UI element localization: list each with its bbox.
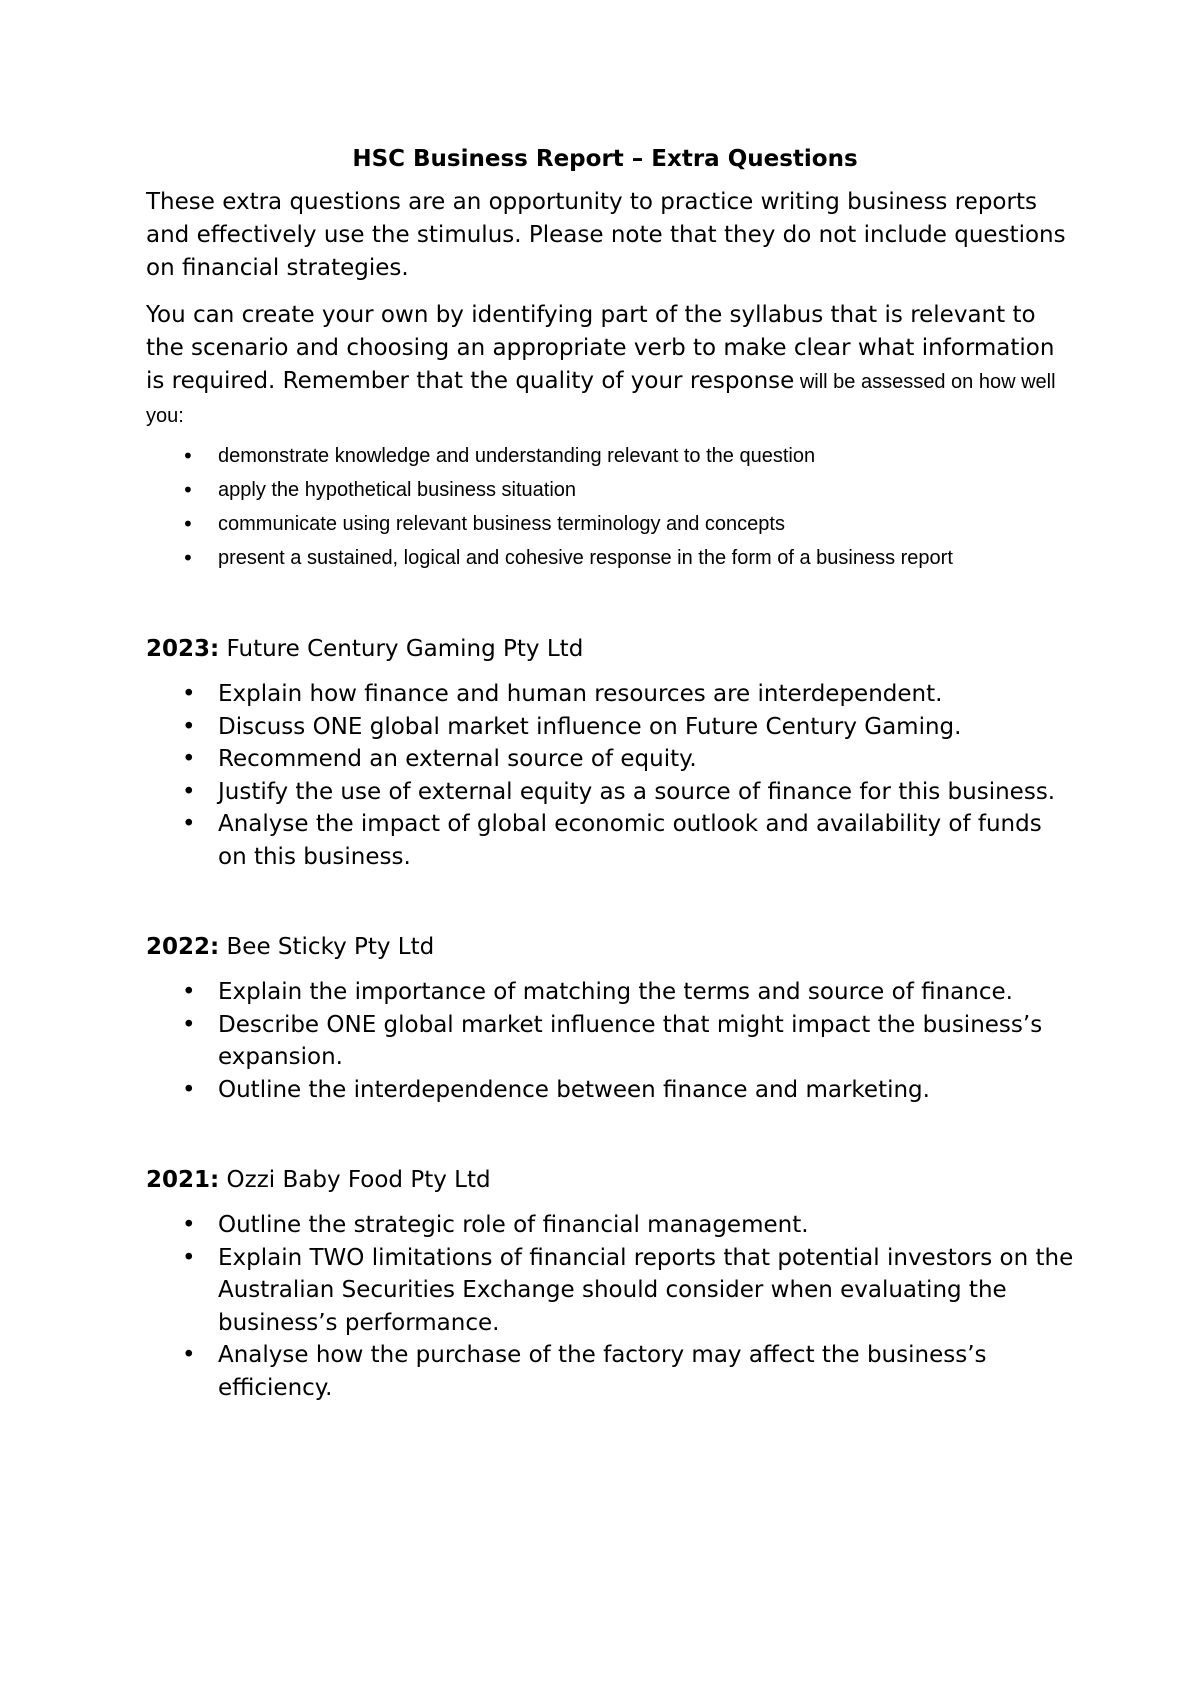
instructions-main-text: You can create your own by identifying part of the syllabus that is relevant to the scenario and choosing an appropriate verb to make clear what information is required. Remember that the quality of your response: [146, 302, 1055, 394]
document-page: [146, 142, 1076, 1404]
question-item: • Outline the interdependence between finance and marketing.: [146, 1074, 1076, 1107]
bullet-icon: •: [182, 444, 194, 468]
bullet-icon: •: [182, 746, 196, 772]
question-item: • Explain TWO limitations of financial reports that potential investors on the Australian Securities Exchange should consider when evaluating the business’s performance.: [146, 1242, 1076, 1340]
case-2023: [146, 632, 1076, 873]
bullet-icon: •: [182, 512, 194, 536]
bullet-icon: •: [182, 979, 196, 1005]
case-heading: [146, 632, 1076, 666]
question-list: [146, 976, 1076, 1106]
question-list: [146, 1209, 1076, 1404]
case-2022: [146, 930, 1076, 1106]
question-item: • Justify the use of external equity as a source of finance for this business.: [146, 776, 1076, 809]
bullet-icon: •: [182, 1011, 196, 1038]
case-2021: [146, 1163, 1076, 1404]
instructions-tail-text: will be assessed on how well you:: [146, 371, 1056, 427]
criteria-item: • present a sustained, logical and cohesive response in the form of a business report: [146, 541, 1076, 575]
case-year: 2022:: [146, 934, 220, 960]
question-item: • Explain how finance and human resources are interdependent.: [146, 678, 1076, 711]
bullet-icon: •: [182, 713, 196, 740]
case-year: 2023:: [146, 636, 220, 662]
case-heading: [146, 930, 1076, 964]
case-business-name: Bee Sticky Pty Ltd: [219, 934, 435, 960]
question-list: [146, 678, 1076, 873]
bullet-icon: •: [182, 778, 196, 805]
question-item: • Describe ONE global market influence that might impact the business’s expansion.: [146, 1009, 1076, 1074]
criteria-item: • communicate using relevant business terminology and concepts: [146, 507, 1076, 541]
case-year: 2021:: [146, 1167, 220, 1193]
case-heading: [146, 1163, 1076, 1197]
document-title: HSC Business Report – Extra Questions: [352, 146, 858, 172]
intro-paragraph: These extra questions are an opportunity to practice writing business reports and effectively use the stimulus. Please note that they do not include questions on financial strategies.: [146, 189, 1066, 281]
bullet-icon: •: [182, 1342, 196, 1368]
bullet-icon: •: [182, 811, 196, 837]
question-item: • Analyse the impact of global economic outlook and availability of funds on this business.: [146, 808, 1076, 873]
bullet-icon: •: [182, 1076, 196, 1103]
criteria-item: • demonstrate knowledge and understanding relevant to the question: [146, 439, 1076, 473]
criteria-item: • apply the hypothetical business situation: [146, 473, 1076, 507]
assessment-criteria-list: [146, 439, 1076, 575]
instructions-paragraph: [146, 299, 1076, 433]
question-item: • Recommend an external source of equity.: [146, 743, 1076, 776]
bullet-icon: •: [182, 681, 196, 707]
bullet-icon: •: [182, 1244, 196, 1271]
bullet-icon: •: [182, 478, 194, 502]
question-item: • Explain the importance of matching the terms and source of finance.: [146, 976, 1076, 1009]
question-item: • Outline the strategic role of financial management.: [146, 1209, 1076, 1242]
case-business-name: Future Century Gaming Pty Ltd: [219, 636, 584, 662]
case-business-name: Ozzi Baby Food Pty Ltd: [219, 1167, 491, 1193]
bullet-icon: •: [182, 546, 194, 570]
question-item: • Discuss ONE global market influence on Future Century Gaming.: [146, 711, 1076, 744]
question-item: • Analyse how the purchase of the factory may affect the business’s efficiency.: [146, 1339, 1076, 1404]
bullet-icon: •: [182, 1212, 196, 1238]
